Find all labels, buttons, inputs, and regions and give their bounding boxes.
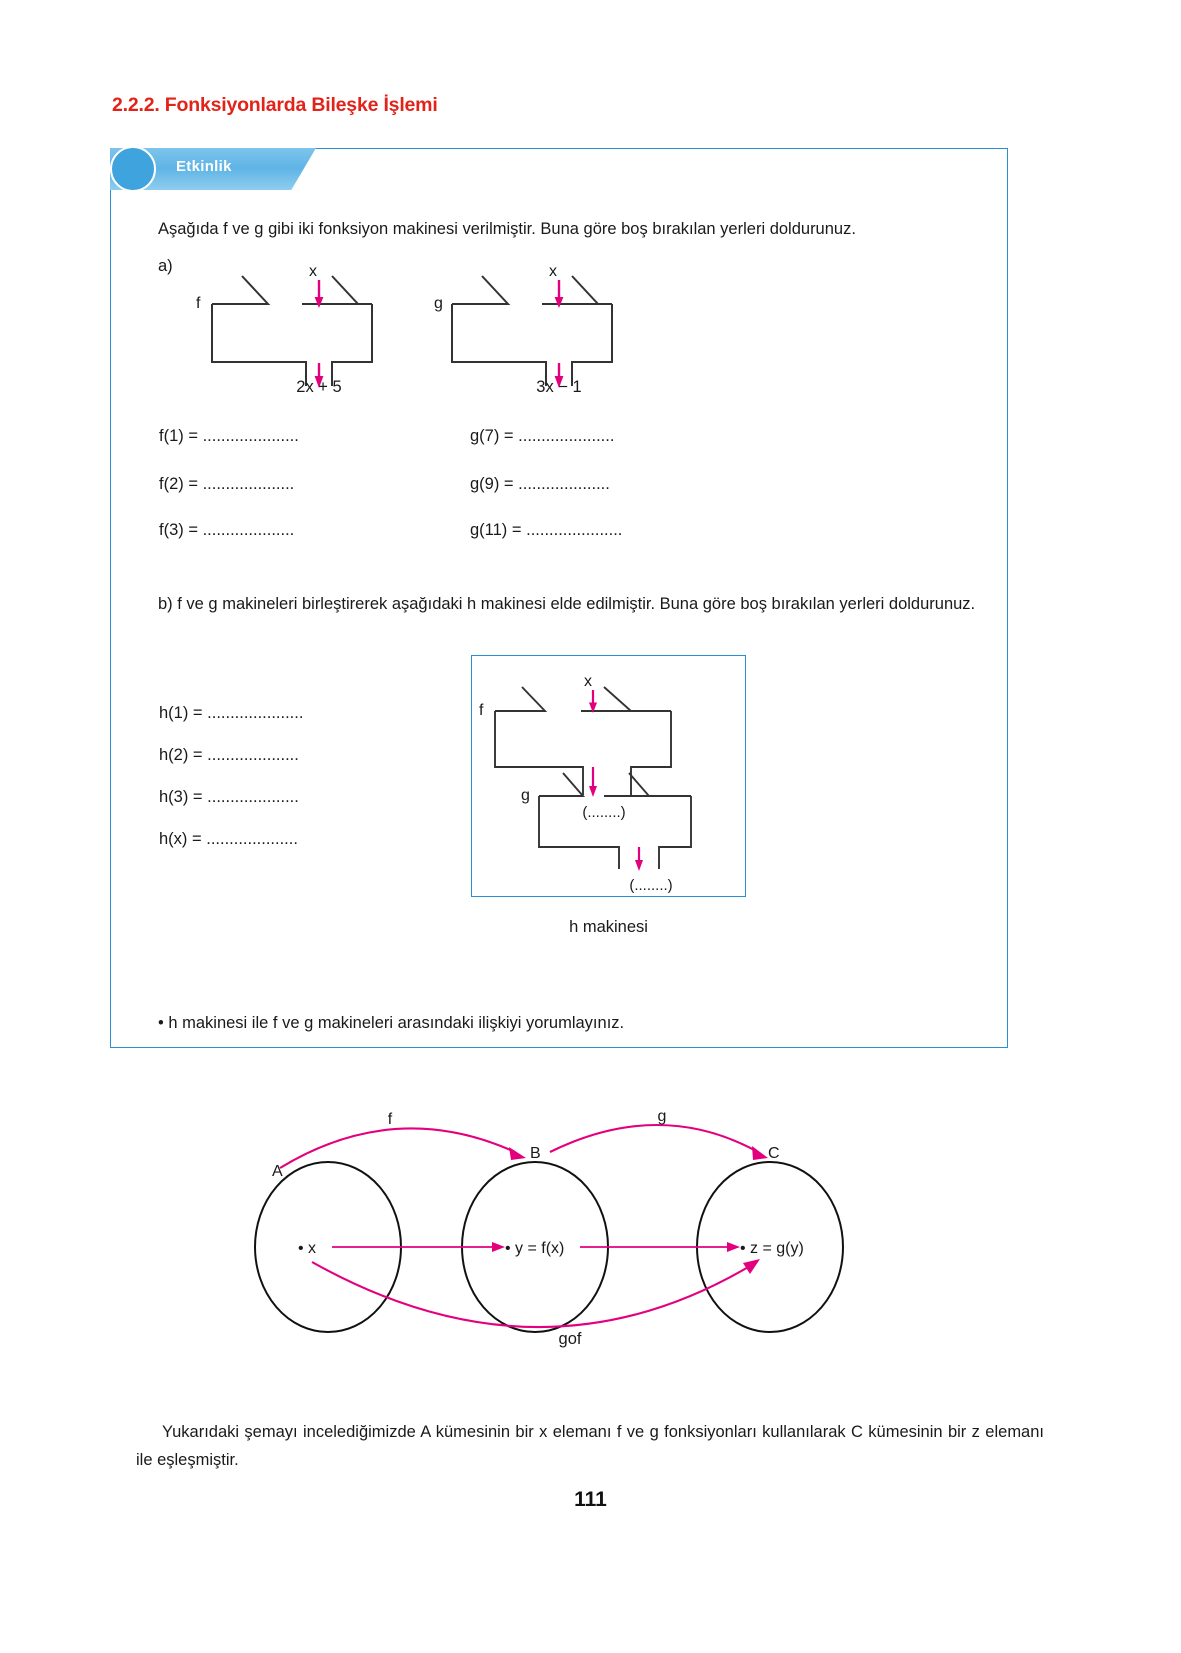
f-machine-input-label: x — [309, 263, 317, 280]
element-b-label: • y = f(x) — [505, 1240, 565, 1257]
fill-row-f2[interactable] — [159, 475, 294, 494]
fill-dots: .................... — [207, 788, 299, 806]
fill-dots: .................... — [207, 746, 299, 764]
fill-label: g(9) = — [470, 475, 514, 493]
fill-row-g7[interactable] — [470, 427, 614, 446]
fill-label: f(2) = — [159, 475, 198, 493]
activity-circle-icon — [110, 146, 156, 192]
h-machine-middle-label: (........) — [582, 804, 626, 821]
g-machine-diagram — [430, 258, 650, 398]
g-machine-input-label: x — [549, 263, 557, 280]
activity-intro-text: Aşağıda f ve g gibi iki fonksiyon makinesi verilmiştir. Buna göre boş bırakılan yerleri doldurunuz. — [158, 220, 856, 238]
fill-row-f3[interactable] — [159, 521, 294, 540]
fill-label: g(11) = — [470, 521, 522, 539]
h-machine-input-label: x — [584, 673, 592, 690]
fill-row-g9[interactable] — [470, 475, 610, 494]
fill-label: h(2) = — [159, 746, 203, 764]
f-machine-name: f — [196, 295, 201, 312]
f-machine-output-label: 2x + 5 — [296, 378, 342, 396]
f-machine-diagram — [190, 258, 410, 398]
h-machine-caption: h makinesi — [569, 918, 648, 936]
h-machine-inner-name: g — [521, 787, 530, 804]
g-machine-output-label: 3x − 1 — [536, 378, 582, 396]
h-machine-diagram — [471, 655, 746, 897]
fill-dots: .................... — [518, 475, 610, 493]
fill-label: f(3) = — [159, 521, 198, 539]
fill-row-f1[interactable] — [159, 427, 299, 446]
fill-row-hx[interactable] — [159, 830, 298, 849]
part-a-label: a) — [158, 257, 173, 275]
h-machine-outer-name: f — [479, 702, 484, 719]
composition-diagram — [250, 1090, 890, 1370]
set-a-label: A — [272, 1163, 283, 1180]
page-title: 2.2.2. Fonksiyonlarda Bileşke İşlemi — [112, 94, 438, 116]
fill-label: h(1) = — [159, 704, 203, 722]
fill-label: h(x) = — [159, 830, 202, 848]
fill-row-h1[interactable] — [159, 704, 303, 723]
g-machine-name: g — [434, 295, 443, 312]
element-a-label: • x — [298, 1240, 317, 1257]
activity-tab-label: Etkinlik — [176, 158, 232, 175]
fill-label: g(7) = — [470, 427, 514, 445]
fill-dots: ..................... — [518, 427, 615, 445]
element-c-label: • z = g(y) — [740, 1240, 804, 1257]
fill-label: f(1) = — [159, 427, 198, 445]
arrow-gof-label: gof — [558, 1330, 582, 1348]
fill-dots: ..................... — [526, 521, 623, 539]
h-machine-output-label: (........) — [629, 877, 673, 894]
fill-row-g11[interactable] — [470, 521, 622, 540]
fill-dots: .................... — [206, 830, 298, 848]
fill-row-h3[interactable] — [159, 788, 299, 807]
arrow-g-label: g — [657, 1108, 667, 1125]
arrow-f-label: f — [387, 1111, 393, 1128]
set-c-label: C — [768, 1145, 780, 1162]
fill-dots: .................... — [202, 521, 295, 539]
set-b-label: B — [530, 1145, 541, 1162]
part-b-text: b) f ve g makineleri birleştirerek aşağıdaki h makinesi elde edilmiştir. Buna göre boş bırakılan yerleri doldurunuz. — [158, 595, 976, 613]
fill-dots: .................... — [202, 475, 295, 493]
fill-label: h(3) = — [159, 788, 203, 806]
fill-dots: ..................... — [202, 427, 299, 445]
closing-paragraph: Yukarıdaki şemayı incelediğimizde A kümesinin bir x elemanı f ve g fonksiyonları kullanılarak C kümesinin bir z elemanı ile eşleşmiştir. — [136, 1423, 1044, 1469]
fill-dots: ..................... — [207, 704, 304, 722]
page-number: 111 — [574, 1488, 607, 1511]
activity-bullet-text: • h makinesi ile f ve g makineleri arasındaki ilişkiyi yorumlayınız. — [158, 1014, 625, 1032]
fill-row-h2[interactable] — [159, 746, 299, 765]
